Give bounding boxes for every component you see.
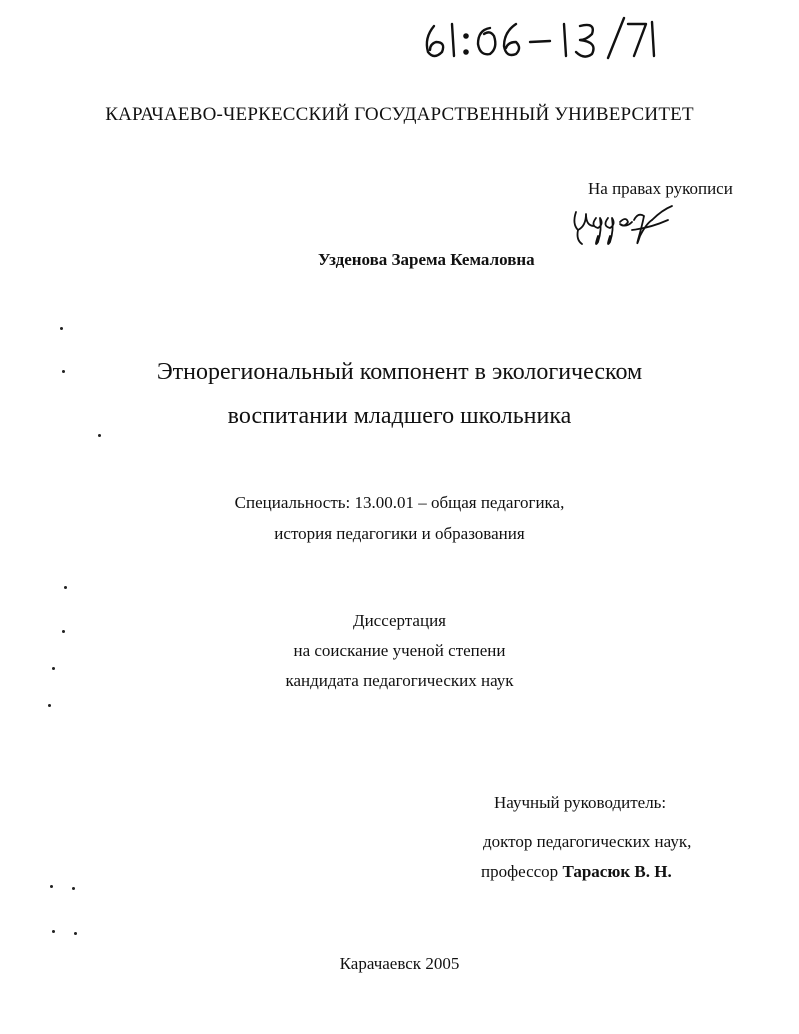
archive-mark-text (420, 8, 616, 55)
scan-speck (52, 667, 55, 670)
scan-speck (62, 630, 65, 633)
advisor-name: Тарасюк В. Н. (562, 862, 672, 881)
specialty-line-2: история педагогики и образования (274, 524, 525, 543)
advisor-line (481, 862, 672, 882)
signature-text (568, 196, 603, 212)
specialty-block (0, 487, 799, 549)
advisor-rank: профессор (481, 862, 559, 881)
rights-note: На правах рукописи (588, 179, 733, 198)
dissertation-title (0, 350, 799, 438)
archive-mark-handwritten (420, 8, 660, 68)
scan-speck (50, 885, 53, 888)
university-name: КАРАЧАЕВО-ЧЕРКЕССКИЙ ГОСУДАРСТВЕННЫЙ УНИВЕРСИТЕТ (105, 104, 694, 125)
author-name: Узденова Зарема Кемаловна (318, 250, 535, 269)
advisor-label: Научный руководитель: (494, 793, 667, 812)
title-line-1: Этнорегиональный компонент в экологическом (156, 359, 643, 385)
dissertation-block (0, 606, 799, 696)
scan-speck (74, 932, 77, 935)
handwritten-signature (568, 196, 678, 256)
advisor-degree: доктор педагогических наук, (483, 832, 692, 851)
dissertation-line-1: Диссертация (352, 611, 446, 630)
scan-speck (52, 930, 55, 933)
scan-speck (48, 704, 51, 707)
dissertation-line-2: на соискание ученой степени (293, 641, 506, 660)
dissertation-line-3: кандидата педагогических наук (285, 671, 514, 690)
scan-speck (64, 586, 67, 589)
specialty-line-1: Специальность: 13.00.01 – общая педагогика, (234, 493, 565, 512)
scan-speck (98, 434, 101, 437)
scan-speck (72, 887, 75, 890)
title-line-2: воспитании младшего школьника (227, 403, 572, 429)
scan-speck (62, 370, 65, 373)
scan-speck (60, 327, 63, 330)
place-year: Карачаевск 2005 (339, 954, 460, 973)
